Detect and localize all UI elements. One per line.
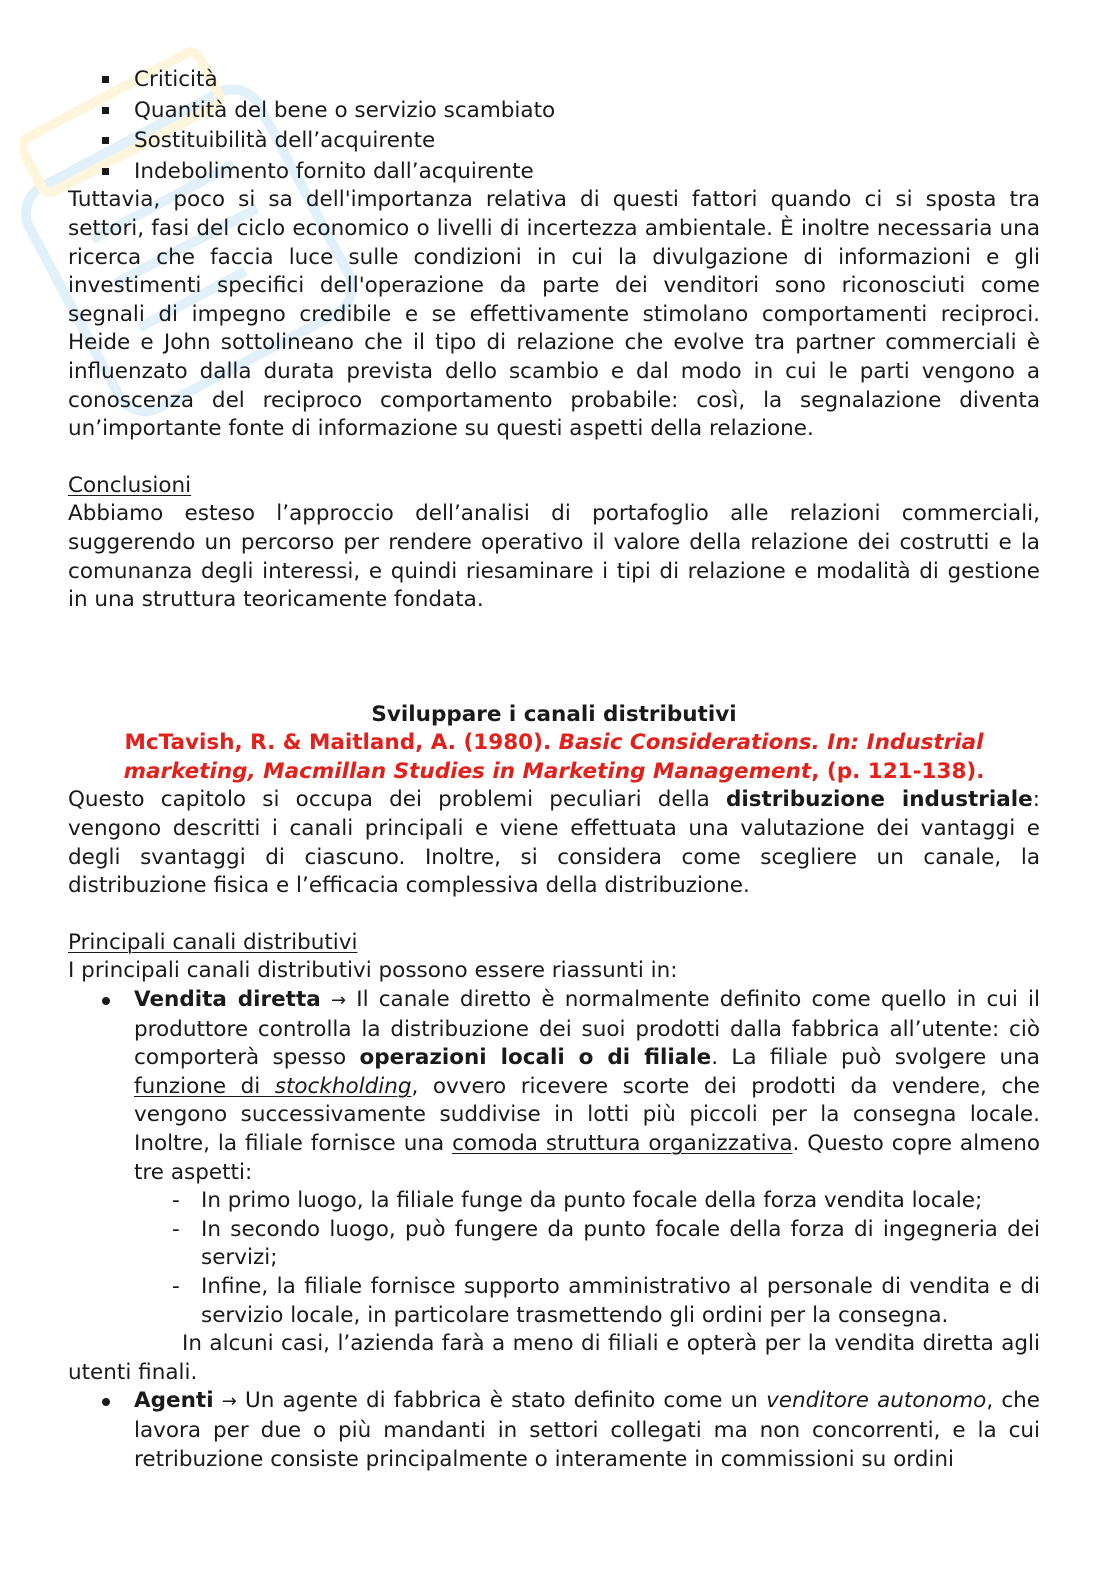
bold-term: operazioni locali o di filiale (359, 1045, 712, 1071)
reference-authors: McTavish, R. & Maitland, A. (1980). (124, 730, 552, 756)
list-item: Indebolimento fornito dall’acquirente (134, 158, 1040, 187)
arrow-icon: → (221, 1391, 237, 1413)
underlined-term: comoda struttura organizzativa (452, 1131, 793, 1156)
bibliographic-reference (68, 729, 1040, 786)
channels-list (68, 986, 1040, 1330)
section-title: Sviluppare i canali distributivi (371, 701, 737, 727)
list-item: Quantità del bene o servizio scambiato (134, 97, 1040, 126)
term-direct-sales: Vendita diretta (134, 987, 321, 1013)
bold-term: distribuzione industriale (725, 787, 1033, 813)
underlined-term: funzione di stockholding (134, 1073, 412, 1099)
body-paragraph: In alcuni casi, l’azienda farà a meno di filiali e opterà per la vendita diretta agli utenti finali. (68, 1331, 1040, 1385)
bullet-list-factors (68, 66, 1040, 186)
list-item-direct-sales: Vendita diretta → Il canale diretto è normalmente definito come quello in cui il produttore controlla la distribuzione dei suoi prodotti dalla fabbrica all’utente: ciò comporterà spesso operazioni locali o di filiale. La filiale può svolgere una funzione di stockholding, ovvero ricevere scorte dei prodotti da vendere, che vengono successivamente suddivise in lotti più piccoli per la consegna locale. Inoltre, la filiale fornisce una comoda struttura organizzativa. Questo copre almeno tre aspetti: - In primo luogo, la filiale funge da punto focale della forza vendita locale; - In secondo luogo, può fungere da punto focale della forza di ingegneria dei servizi; - Infine, la filiale fornisce supporto amministrativo al personale di vendita e di servizio locale, in particolare trasmettendo gli ordini per la consegna. (134, 986, 1040, 1330)
channels-intro: I principali canali distributivi possono essere riassunti in: (68, 958, 678, 984)
sub-list-item: - In secondo luogo, può fungere da punto focale della forza di ingegneria dei servizi; (201, 1216, 1040, 1273)
conclusions-heading: Conclusioni (68, 472, 192, 498)
arrow-icon: → (330, 990, 347, 1012)
body-paragraph: Tuttavia, poco si sa dell'importanza relativa di questi fattori quando ci si sposta tra settori, fasi del ciclo economico o livelli di incertezza ambientale. È inoltre necessaria una ricerca che faccia luce sulle condizioni in cui la divulgazione di informazioni e gli investimenti specifici dell'operazione da parte dei venditori sono riconosciuti come segnali di impegno credibile e se effettivamente stimolano comportamenti reciproci. Heide e John sottolineano che il tipo di relazione che evolve tra partner commerciali è influenzato dalla durata prevista dello scambio e dal modo in cui le parti vengono a conoscenza del reciproco comportamento probabile: così, la segnalazione diventa un’importante fonte di informazione su questi aspetti della relazione. (68, 187, 1040, 442)
document-page (68, 66, 1040, 1474)
list-item: Criticità (134, 66, 1040, 95)
italic-term: venditore autonomo (766, 1388, 987, 1414)
channels-heading: Principali canali distributivi (68, 929, 358, 955)
term-agents: Agenti (134, 1388, 214, 1414)
sub-list (134, 1187, 1040, 1330)
reference-pages: , (p. 121-138). (811, 758, 985, 784)
sub-list-item: - In primo luogo, la filiale funge da punto focale della forza vendita locale; (201, 1187, 1040, 1216)
channels-list-continued (68, 1387, 1040, 1474)
sub-list-item: - Infine, la filiale fornisce supporto amministrativo al personale di vendita e di servizio locale, in particolare trasmettendo gli ordini per la consegna. (201, 1273, 1040, 1330)
list-item-agents: Agenti → Un agente di fabbrica è stato definito come un venditore autonomo, che lavora per due o più mandanti in settori collegati ma non concorrenti, e la cui retribuzione consiste principalmente o interamente in commissioni su ordini (134, 1387, 1040, 1474)
conclusions-paragraph: Abbiamo esteso l’approccio dell’analisi di portafoglio alle relazioni commerciali, suggerendo un percorso per rendere operativo il valore della relazione dei costrutti e la comunanza degli interessi, e quindi riesaminare i tipi di relazione e modalità di gestione in una struttura teoricamente fondata. (68, 501, 1040, 613)
reference-work: Basic Considerations. In: Industrial marketing, Macmillan Studies in Marketing Management (123, 730, 984, 784)
list-item: Sostituibilità dell’acquirente (134, 127, 1040, 156)
section-intro: Questo capitolo si occupa dei problemi peculiari della distribuzione industriale: vengono descritti i canali principali e viene effettuata una valutazione dei vantaggi e degli svantaggi di ciascuno. Inoltre, si considera come scegliere un canale, la distribuzione fisica e l’efficacia complessiva della distribuzione. (68, 787, 1040, 899)
